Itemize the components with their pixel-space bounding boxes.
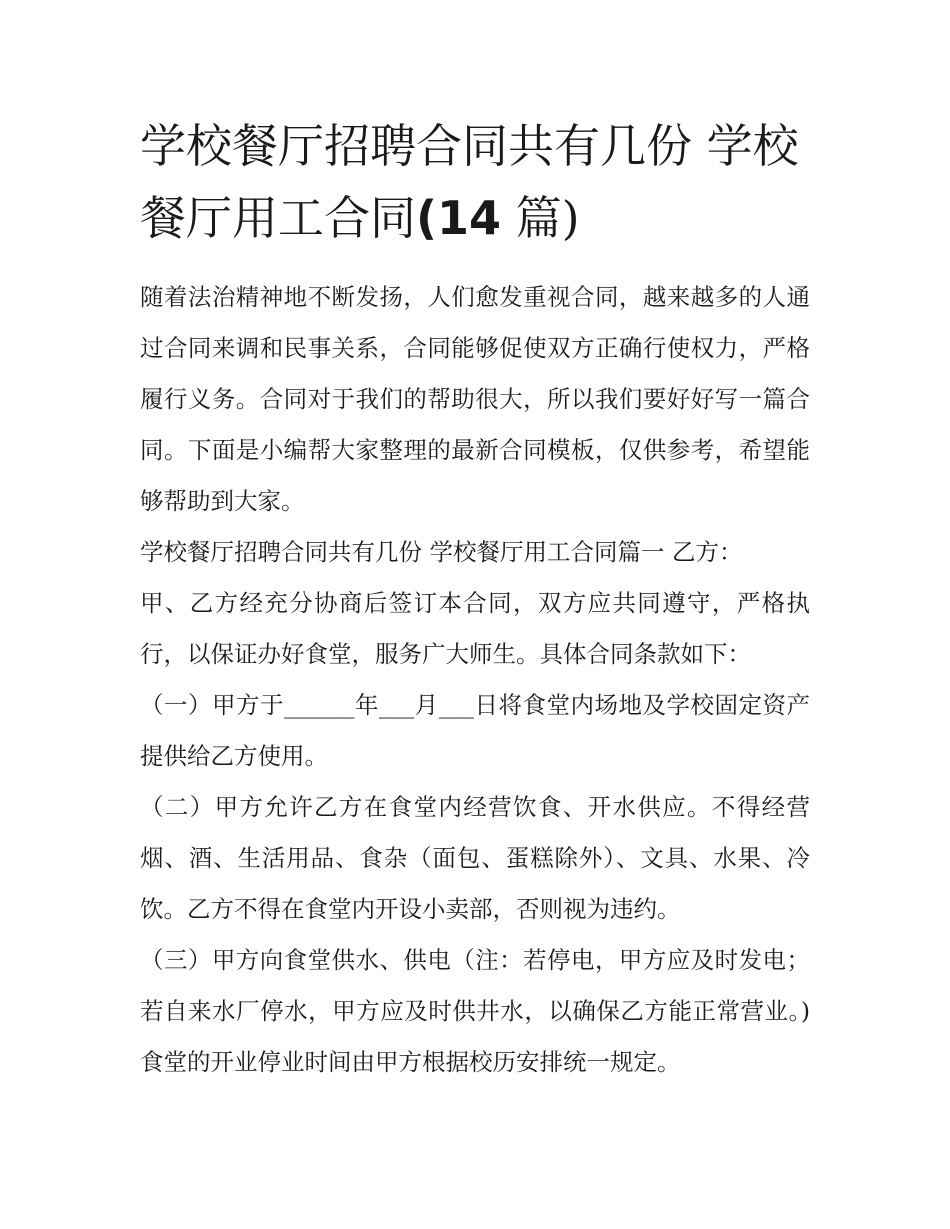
title-main: 学校餐厅招聘合同共有几份 学校餐厅用工合同 (140, 119, 799, 245)
title-end: 篇) (501, 191, 580, 245)
title-count: (14 (416, 191, 502, 245)
document-body (140, 272, 810, 1088)
section-heading: 学校餐厅招聘合同共有几份 学校餐厅用工合同篇一 乙方： (140, 538, 743, 566)
clause-2: （二）甲方允许乙方在食堂内经营饮食、开水供应。不得经营烟、酒、生活用品、食杂（面包、蛋糕除外）、文具、水果、冷饮。乙方不得在食堂内开设小卖部，否则视为违约。 (140, 793, 810, 923)
agreement-paragraph: 甲、乙方经充分协商后签订本合同，双方应共同遵守，严格执行，以保证办好食堂，服务广大师生。具体合同条款如下： (140, 589, 810, 668)
clause-1: （一）甲方于______年___月___日将食堂内场地及学校固定资产提供给乙方使用。 (140, 691, 810, 770)
clause-3: （三）甲方向食堂供水、供电（注：若停电，甲方应及时发电；若自来水厂停水，甲方应及时供井水，以确保乙方能正常营业。)食堂的开业停业时间由甲方根据校历安排统一规定。 (140, 946, 810, 1076)
document-title (140, 110, 810, 254)
intro-paragraph: 随着法治精神地不断发扬，人们愈发重视合同，越来越多的人通过合同来调和民事关系，合同能够促使双方正确行使权力，严格履行义务。合同对于我们的帮助很大，所以我们要好好写一篇合同。下面是小编帮大家整理的最新合同模板，仅供参考，希望能够帮助到大家。 (140, 283, 810, 515)
